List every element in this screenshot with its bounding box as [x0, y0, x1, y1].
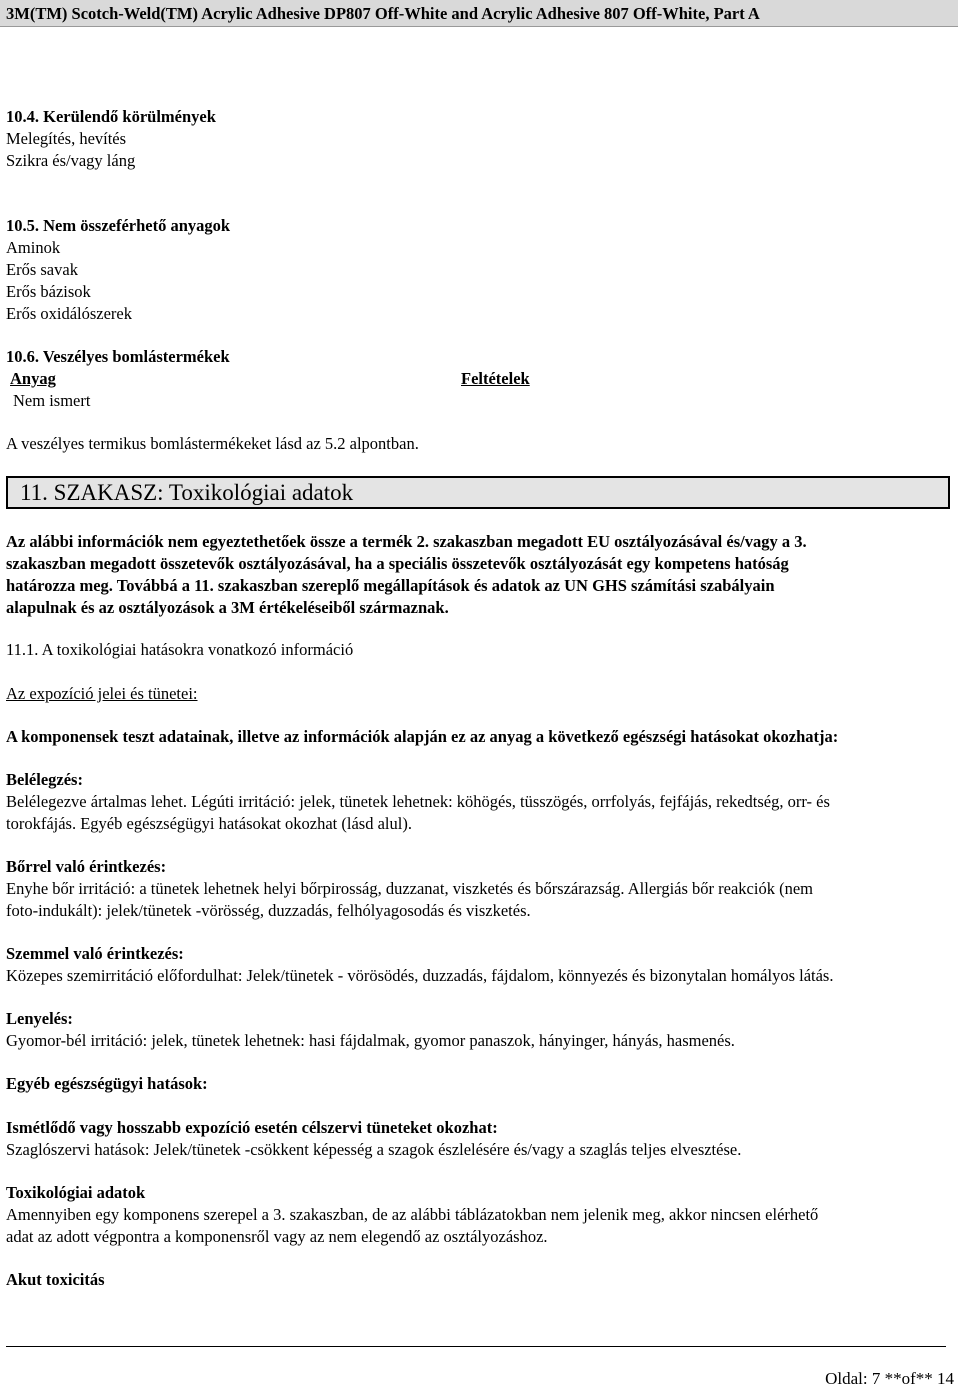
eye-contact-heading: Szemmel való érintkezés: [6, 944, 184, 963]
intro-line: alapulnak és az osztályozások a 3M értékeléseiből származnak. [6, 598, 449, 617]
eye-contact-text: Közepes szemirritáció előfordulhat: Jelek/tünetek - vörösödés, duzzadás, fájdalom, könnyezés és bizonytalan homályos látás. [6, 966, 834, 985]
page-number: Oldal: 7 **of** 14 [825, 1369, 954, 1388]
intro-line: Az alábbi információk nem egyeztethetőek össze a termék 2. szakaszban megadott EU osztályozásával és/vagy a 3. [6, 532, 807, 551]
inhalation-text: Belélegezve ártalmas lehet. Légúti irritáció: jelek, tünetek lehetnek: köhögés, tüsszögés, orrfolyás, fejfájás, rekedtség, orr- és [6, 792, 830, 811]
section-10-5-heading: 10.5. Nem összeférhető anyagok [6, 216, 231, 235]
toxicological-data-heading: Toxikológiai adatok [6, 1183, 146, 1202]
ingestion-text: Gyomor-bél irritáció: jelek, tünetek lehetnek: hasi fájdalmak, gyomor panaszok, hányinger, hányás, hasmenés. [6, 1031, 735, 1050]
table-row: Nem ismert [13, 391, 91, 410]
skin-contact-heading: Bőrrel való érintkezés: [6, 857, 167, 876]
section-11-title: 11. SZAKASZ: Toxikológiai adatok [20, 480, 354, 505]
intro-line: határozza meg. Továbbá a 11. szakaszban szereplő megállapítások és adatok az UN GHS számítási szabályain [6, 576, 775, 595]
section-11-1-heading: 11.1. A toxikológiai hatásokra vonatkozó információ [6, 640, 354, 659]
list-item: Erős bázisok [6, 282, 91, 301]
acute-toxicity-heading: Akut toxicitás [6, 1270, 105, 1289]
document-title: 3M(TM) Scotch-Weld(TM) Acrylic Adhesive DP807 Off-White and Acrylic Adhesive 807 Off-White, Part A [6, 4, 760, 23]
list-item: Melegítés, hevítés [6, 129, 127, 148]
list-item: Aminok [6, 238, 61, 257]
list-item: Erős oxidálószerek [6, 304, 132, 323]
repeated-exposure-heading: Ismétlődő vagy hosszabb expozíció esetén célszervi tüneteket okozhat: [6, 1118, 498, 1137]
skin-contact-text: foto-indukált): jelek/tünetek -vörösség, duzzadás, felhólyagosodás és viszketés. [6, 901, 531, 920]
other-effects-heading: Egyéb egészségügyi hatások: [6, 1074, 208, 1093]
repeated-exposure-text: Szaglószervi hatások: Jelek/tünetek -csökkent képesség a szagok észlelésére és/vagy a szaglás teljes elvesztése. [6, 1140, 742, 1159]
toxicological-data-text: Amennyiben egy komponens szerepel a 3. szakaszban, de az alábbi táblázatokban nem jelenik meg, akkor nincsen elérhető [6, 1205, 819, 1224]
column-header-conditions: Feltételek [461, 369, 530, 388]
inhalation-heading: Belélegzés: [6, 770, 83, 789]
list-item: Szikra és/vagy láng [6, 151, 136, 170]
footer-divider [6, 1346, 946, 1347]
section-10-6-heading: 10.6. Veszélyes bomlástermékek [6, 347, 230, 366]
decomposition-note: A veszélyes termikus bomlástermékeket lásd az 5.2 alpontban. [6, 434, 419, 453]
components-statement: A komponensek teszt adatainak, illetve az információk alapján ez az anyag a következő egészségi hatásokat okozhatja: [6, 727, 839, 746]
ingestion-heading: Lenyelés: [6, 1009, 73, 1028]
skin-contact-text: Enyhe bőr irritáció: a tünetek lehetnek helyi bőrpirosság, duzzanat, viszketés és bőrszárazság. Allergiás bőr reakciók (nem [6, 879, 813, 898]
list-item: Erős savak [6, 260, 78, 279]
document-header [0, 0, 958, 27]
toxicological-data-text: adat az adott végpontra a komponensről vagy az nem elegendő az osztályozáshoz. [6, 1227, 548, 1246]
inhalation-text: torokfájás. Egyéb egészségügyi hatásokat okozhat (lásd alul). [6, 814, 412, 833]
column-header-substance: Anyag [10, 369, 56, 388]
exposure-heading: Az expozíció jelei és tünetei: [6, 684, 198, 703]
intro-line: szakaszban megadott összetevők osztályozásával, ha a speciális összetevők osztályozását egy kompetens hatóság [6, 554, 789, 573]
section-10-4-heading: 10.4. Kerülendő körülmények [6, 107, 216, 126]
section-11-banner [6, 476, 950, 509]
section-11-intro [6, 531, 956, 619]
